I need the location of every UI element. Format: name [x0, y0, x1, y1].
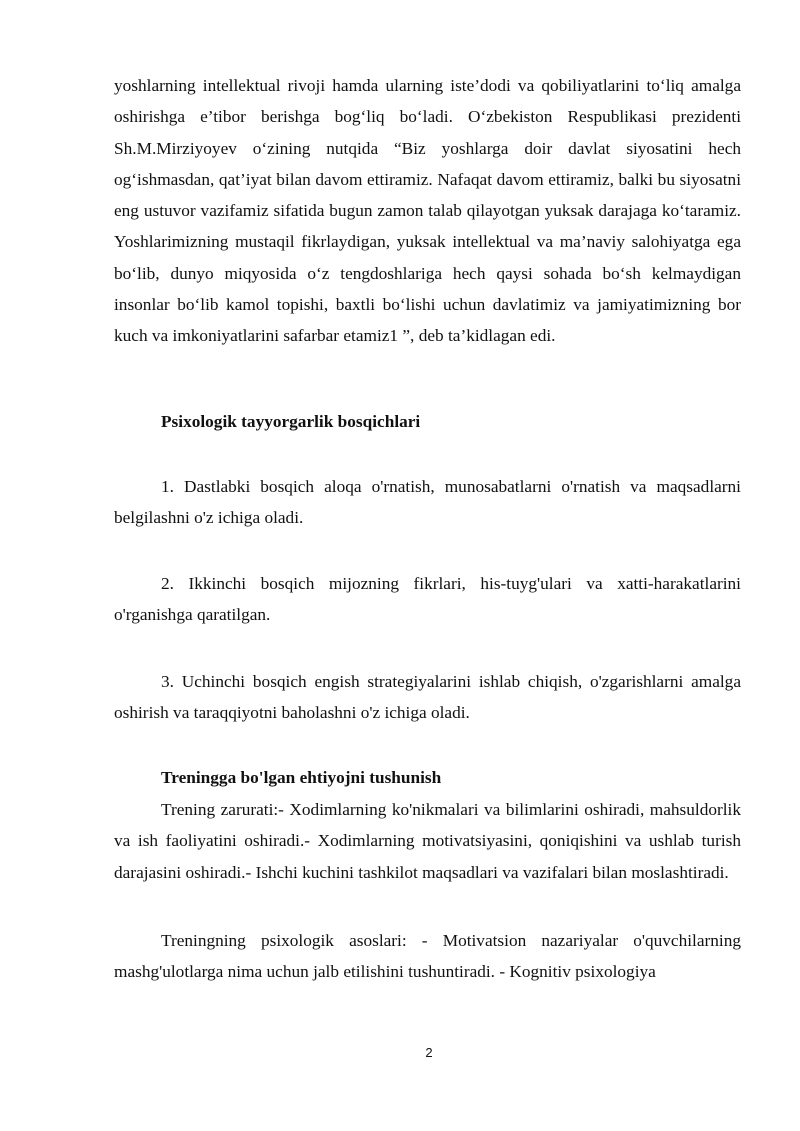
page-number: 2 [425, 1045, 433, 1060]
training-basis-paragraph: Treningning psixologik asoslari: - Motivatsion nazariyalar o'quvchilarning mashg'ulotlarga nima uchun jalb etilishini tushuntiradi. - Kognitiv psixologiya [114, 931, 741, 982]
training-need-paragraph: Trening zarurati:- Xodimlarning ko'nikmalari va bilimlarini oshiradi, mahsuldorlik va ish faoliyatini oshiradi.- Xodimlarning motivatsiyasini, qoniqishini va ushlab turish darajasini oshiradi.- Ishchi kuchini tashkilot maqsadlari va vazifalari bilan moslashtiradi. [114, 800, 741, 882]
section-heading-psychological-stages: Psixologik tayyorgarlik bosqichlari [161, 412, 421, 431]
intro-paragraph: yoshlarning intellektual rivoji hamda ularning iste’dodi va qobiliyatlarini to‘liq amalga oshirishga e’tibor berishga bog‘liq bo‘ladi. O‘zbekiston Respublikasi prezidenti Sh.M.Mirziyoyev o‘zining nutqida “Biz yoshlarga doir davlat siyosatini hech og‘ishmasdan, qat’iyat bilan davom ettiramiz. Nafaqat davom ettiramiz, balki bu siyosatni eng ustuvor vazifamiz sifatida bugun zamon talab qilayotgan yuksak darajaga ko‘taramiz. Yoshlarimizning mustaqil fikrlaydigan, yuksak intellektual va ma’naviy salohiyatga ega bo‘lib, dunyo miqyosida o‘z tengdoshlariga hech qaysi sohada bo‘sh kelmaydigan insonlar bo‘lib kamol topishi, baxtli bo‘lishi uchun davlatimiz va jamiyatimizning bor kuch va imkoniyatlarini safarbar etamiz1 ”, deb ta’kidlagan edi. [114, 76, 741, 346]
section-heading-training-need: Treningga bo'lgan ehtiyojni tushunish [161, 768, 442, 787]
stage-3-paragraph: 3. Uchinchi bosqich engish strategiyalarini ishlab chiqish, o'zgarishlarni amalga oshirish va taraqqiyotni baholashni o'z ichiga oladi. [114, 672, 741, 723]
stage-1-paragraph: 1. Dastlabki bosqich aloqa o'rnatish, munosabatlarni o'rnatish va maqsadlarni belgilashni o'z ichiga oladi. [114, 477, 741, 528]
stage-2-paragraph: 2. Ikkinchi bosqich mijozning fikrlari, his-tuyg'ulari va xatti-harakatlarini o'rganishga qaratilgan. [114, 574, 741, 625]
